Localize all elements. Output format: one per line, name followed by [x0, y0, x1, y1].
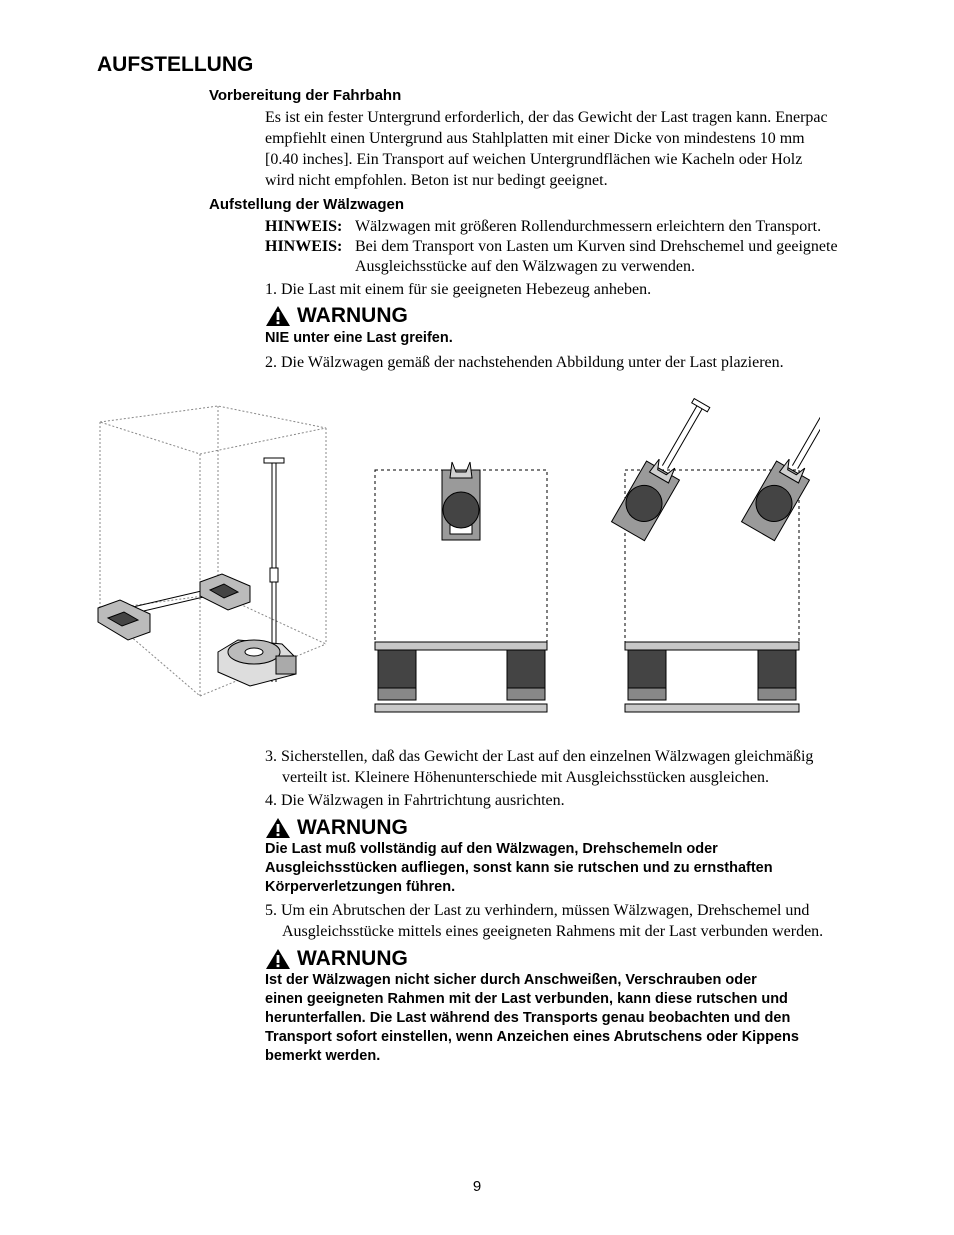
note-2	[265, 237, 905, 277]
skate-angled-left	[612, 394, 719, 541]
note-line: Bei dem Transport von Lasten um Kurven sind Drehschemel und geeignete	[355, 238, 838, 255]
warning-heading-text: WARNUNG	[297, 304, 408, 327]
warning-triangle-icon	[265, 305, 291, 327]
warning-heading-text: WARNUNG	[297, 947, 408, 970]
page-title: AUFSTELLUNG	[97, 53, 254, 76]
warning-2-text	[265, 840, 905, 897]
warning-3-text	[265, 971, 905, 1066]
warning-3-heading	[265, 947, 408, 971]
skate-top-view	[442, 462, 480, 540]
roller-placement-illustration	[90, 382, 820, 722]
note-text: Wälzwagen mit größeren Rollendurchmessern erleichtern den Transport.	[355, 218, 822, 235]
paragraph-line: empfiehlt einen Untergrund aus Stahlplatten mit einer Dicke von mindestens 10 mm	[265, 130, 805, 147]
paragraph-line: Es ist ein fester Untergrund erforderlich, der das Gewicht der Last tragen kann. Enerpac	[265, 109, 828, 126]
step-line: 5. Um ein Abrutschen der Last zu verhindern, müssen Wälzwagen, Drehschemel und	[265, 902, 810, 919]
step-line: Ausgleichsstücke mittels eines geeigneten Rahmens mit der Last verbunden werden.	[282, 923, 824, 940]
note-line: Ausgleichsstücke auf den Wälzwagen zu verwenden.	[355, 258, 696, 275]
note-text	[355, 237, 838, 277]
warning-heading-text: WARNUNG	[297, 816, 408, 839]
section-heading-fahrbahn: Vorbereitung der Fahrbahn	[209, 87, 402, 104]
step-3	[265, 746, 915, 788]
warning-line: Ist der Wälzwagen nicht sicher durch Anschweißen, Verschrauben oder	[265, 972, 757, 988]
warning-triangle-icon	[265, 948, 291, 970]
note-label: HINWEIS:	[265, 238, 343, 255]
page-number: 9	[472, 1178, 482, 1195]
step-4: 4. Die Wälzwagen in Fahrtrichtung ausrichten.	[265, 792, 565, 809]
warning-line: einen geeigneten Rahmen mit der Last verbunden, kann diese rutschen und	[265, 991, 788, 1007]
paragraph-line: wird nicht empfohlen. Beton ist nur bedingt geeignet.	[265, 172, 608, 189]
warning-triangle-icon	[265, 817, 291, 839]
load-box-perspective-drawing	[100, 406, 326, 696]
warning-line: Ausgleichsstücken aufliegen, sonst kann sie rutschen und zu ernsthaften	[265, 860, 773, 876]
warning-1-text: NIE unter eine Last greifen.	[265, 330, 453, 346]
steering-skate	[218, 458, 296, 686]
warning-line: Transport sofort einstellen, wenn Anzeichen eines Abrutschens oder Kippens	[265, 1029, 799, 1045]
warning-2-heading	[265, 816, 408, 840]
warning-line: bemerkt werden.	[265, 1048, 381, 1064]
warning-1-heading	[265, 304, 408, 328]
skate-left	[98, 574, 250, 640]
step-1: 1. Die Last mit einem für sie geeigneten Hebezeug anheben.	[265, 281, 652, 298]
warning-line: Die Last muß vollständig auf den Wälzwagen, Drehschemeln oder	[265, 841, 718, 857]
front-view-straight	[375, 462, 547, 712]
section-heading-waelzwagen: Aufstellung der Wälzwagen	[209, 196, 405, 213]
step-line: 3. Sicherstellen, daß das Gewicht der Last auf den einzelnen Wälzwagen gleichmäßig	[265, 748, 814, 765]
fahrbahn-paragraph	[265, 107, 905, 191]
notes-block	[265, 217, 905, 277]
skate-angled-right	[742, 394, 820, 541]
note-label: HINWEIS:	[265, 218, 343, 235]
step-2: 2. Die Wälzwagen gemäß der nachstehenden Abbildung unter der Last plazieren.	[265, 354, 784, 371]
step-5	[265, 900, 915, 942]
front-view-turning	[612, 394, 820, 712]
note-1	[265, 217, 905, 237]
paragraph-line: [0.40 inches]. Ein Transport auf weichen Untergrundflächen wie Kacheln oder Holz	[265, 151, 803, 168]
warning-line: Körperverletzungen führen.	[265, 879, 456, 895]
step-line: verteilt ist. Kleinere Höhenunterschiede mit Ausgleichsstücken ausgleichen.	[282, 769, 769, 786]
warning-line: herunterfallen. Die Last während des Transports genau beobachten und den	[265, 1010, 791, 1026]
